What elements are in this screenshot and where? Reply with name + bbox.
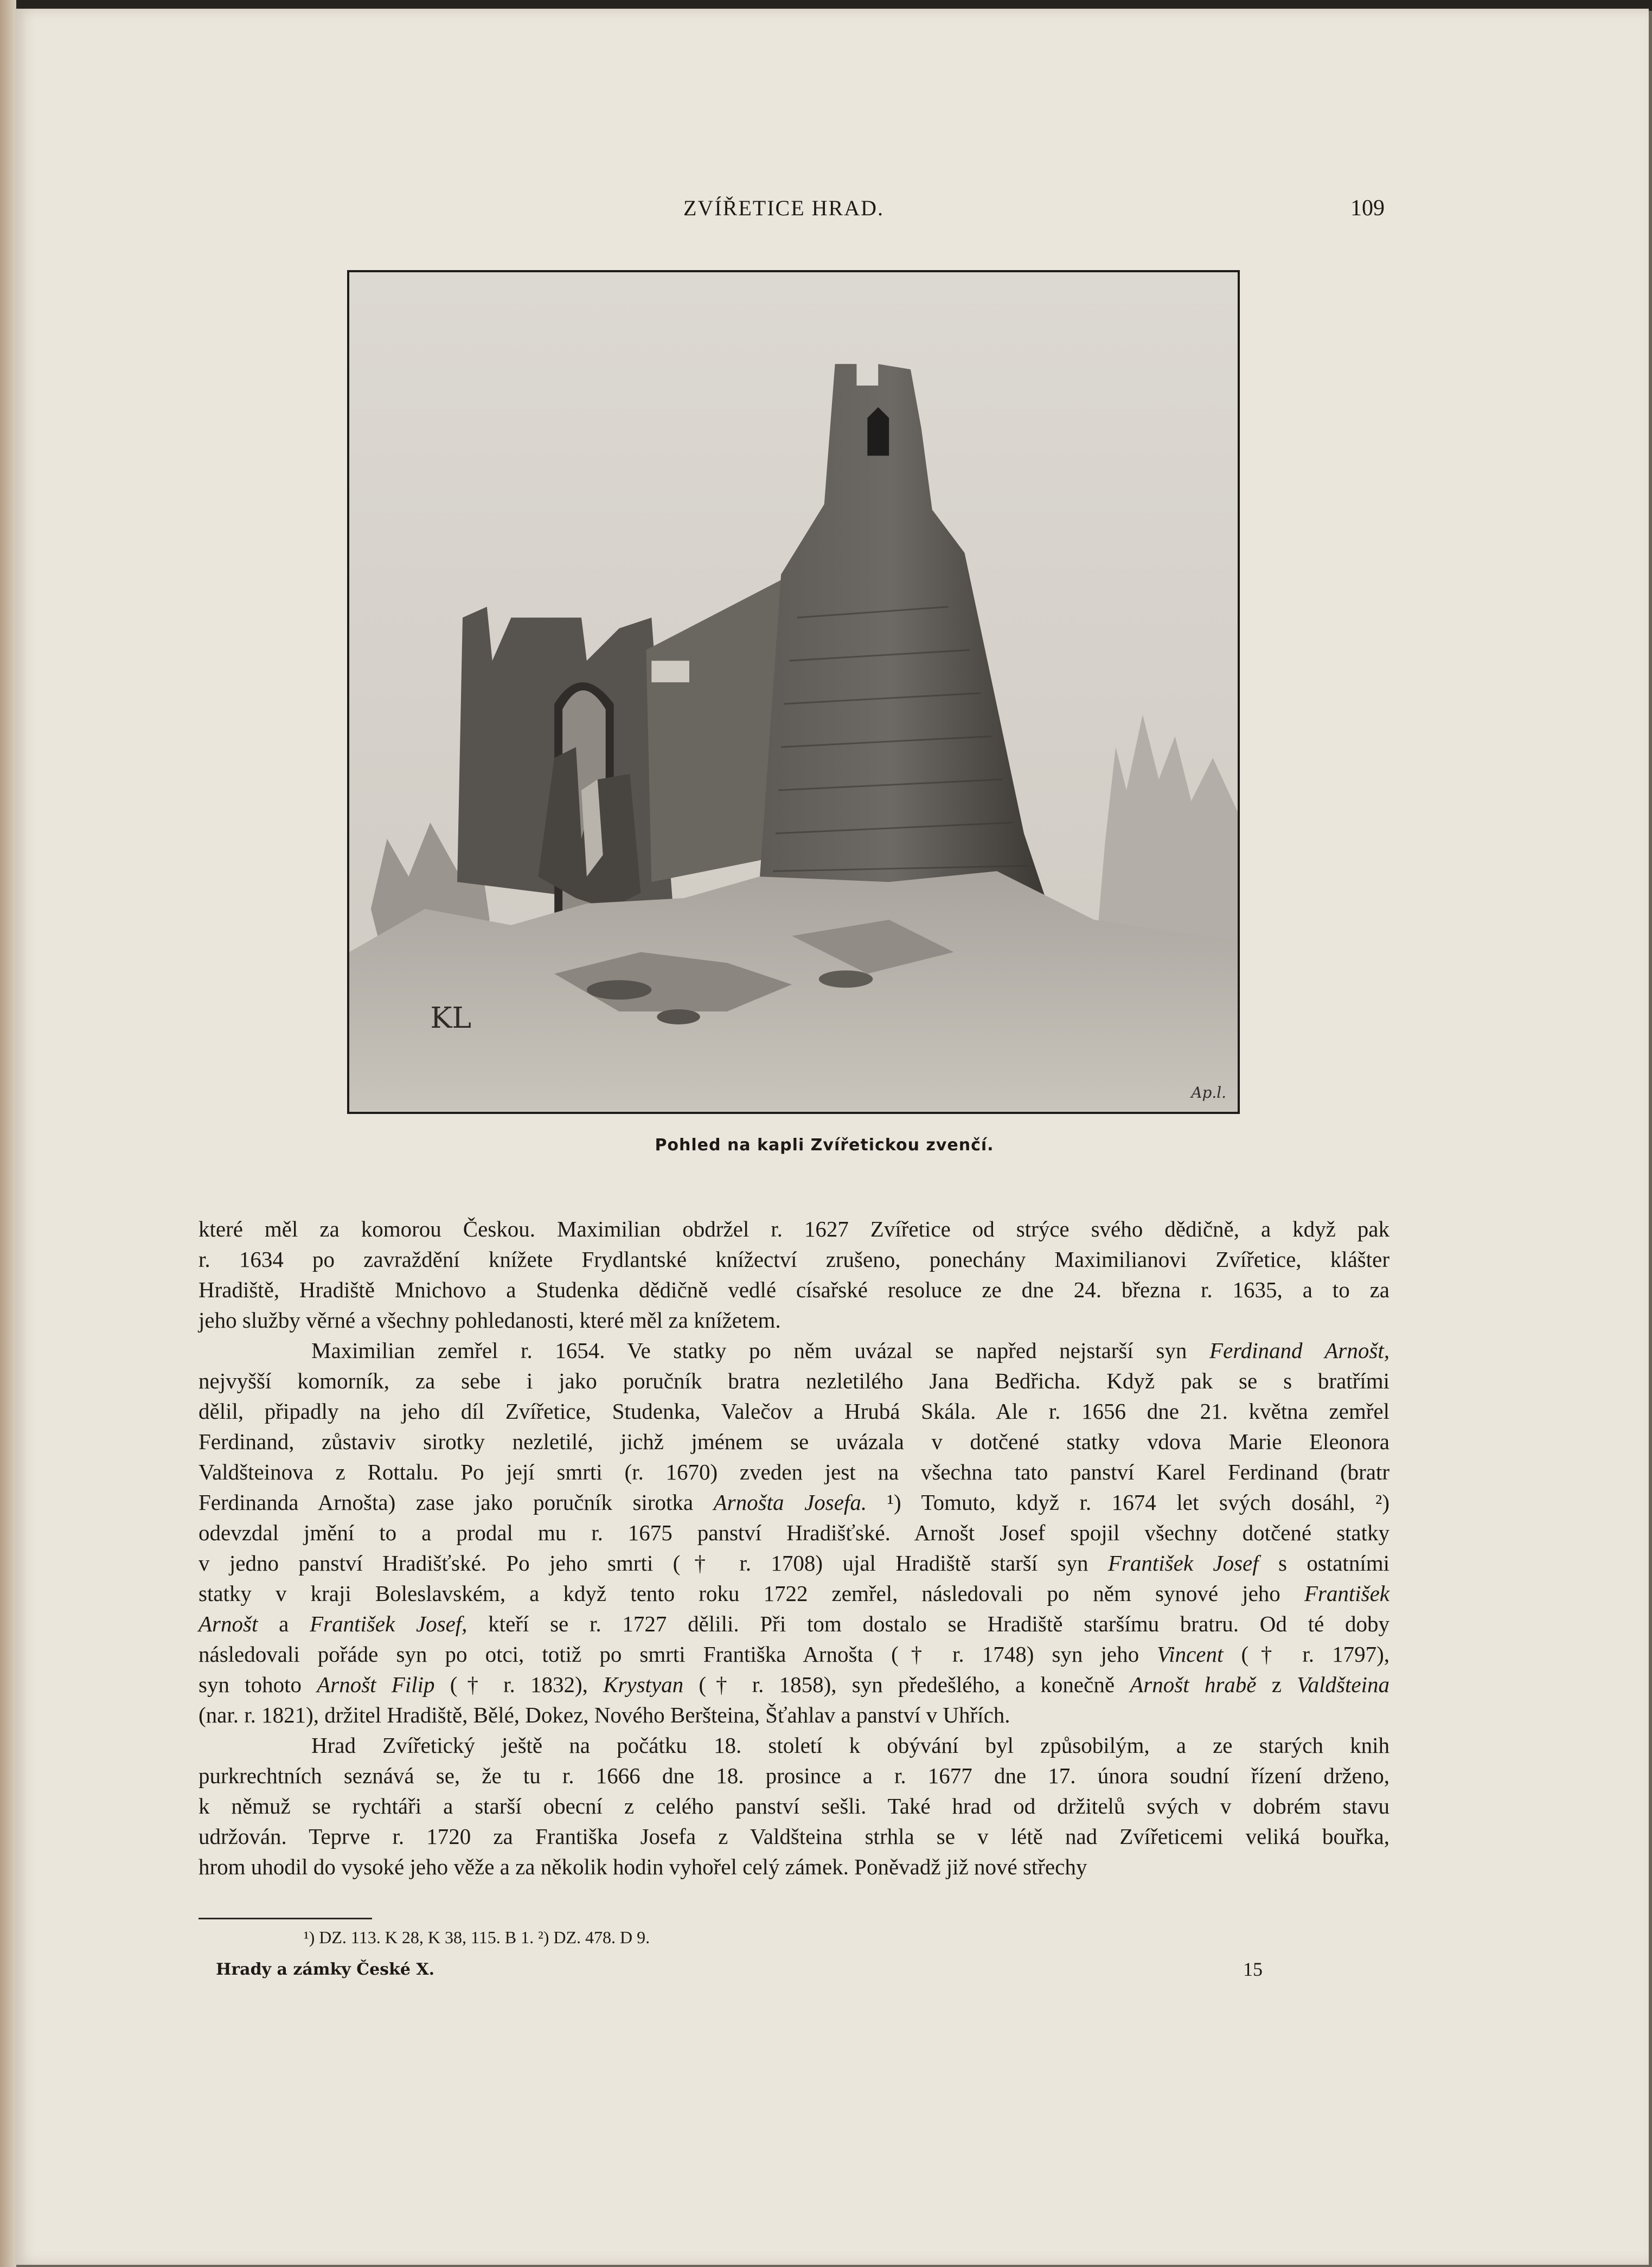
italic-name: Arnošt hrabě [1130, 1672, 1257, 1697]
text-run: k němuž se rychtáři a starší obecní z celého panství sešli. Také hrad od držitelů svých v dobrém stavu [199, 1794, 1390, 1818]
text-run: purkrechtních seznává se, že tu r. 1666 dne 18. prosince a r. 1677 dne 17. února soudní řízení drženo, [199, 1763, 1390, 1788]
text-line [199, 1426, 1390, 1457]
italic-name: Vincent [1157, 1642, 1224, 1667]
text-line [199, 1639, 1390, 1669]
text-line [199, 1305, 1390, 1335]
text-line [199, 1457, 1390, 1487]
text-run: dělil, připadly na jeho díl Zvířetice, Studenka, Valečov a Hrubá Skála. Ale r. 1656 dne 21. května zemřel [199, 1399, 1390, 1424]
text-run: hrom uhodil do vysoké jeho věže a za několik hodin vyhořel celý zámek. Poněvadž již nové střechy [199, 1854, 1087, 1879]
text-run: Maximilian zemřel r. 1654. Ve statky po něm uvázal se napřed nejstarší syn [311, 1338, 1209, 1363]
text-line [199, 1396, 1390, 1426]
text-line [199, 1669, 1390, 1700]
text-line [199, 1791, 1390, 1821]
italic-name: Arnošt [199, 1611, 258, 1636]
text-run: v jedno panství Hradišťské. Po jeho smrti († r. 1708) ujal Hradiště starší syn [199, 1551, 1108, 1576]
text-line [199, 1609, 1390, 1639]
text-line [199, 1214, 1390, 1244]
text-run: syn tohoto [199, 1672, 317, 1697]
italic-name: Valdšteina [1297, 1672, 1390, 1697]
running-title: ZVÍŘETICE HRAD. [683, 196, 884, 220]
text-run: jeho služby věrné a všechny pohledanosti, které měl za knížetem. [199, 1308, 781, 1333]
text-run: které měl za komorou Českou. Maximilian obdržel r. 1627 Zvířetice od strýce svého dědičně, a když pak [199, 1216, 1390, 1241]
text-run: Ferdinand, zůstaviv sirotky nezletilé, jichž jménem se uvázala v dotčené statky vdova Marie Eleonora [199, 1429, 1390, 1454]
text-line [199, 1487, 1390, 1517]
castle-ruin-drawing [349, 272, 1238, 1112]
footnotes: ¹) DZ. 113. K 28, K 38, 115. B 1. ²) DZ. 478. D 9. [304, 1927, 650, 1947]
castle-ruin-illustration [347, 270, 1240, 1114]
text-run: následovali pořáde syn po otci, totiž po smrti Františka Arnošta († r. 1748) syn jeho [199, 1642, 1157, 1667]
text-line [199, 1852, 1390, 1882]
book-spine-edge [0, 0, 16, 2267]
italic-name: Krystyan [603, 1672, 684, 1697]
engraver-mark: Ap.l. [1191, 1084, 1226, 1102]
italic-name: Arnošta Josefa. [713, 1490, 867, 1515]
body-text [199, 1214, 1390, 1882]
text-run: s ostatními [1258, 1551, 1390, 1576]
text-line [199, 1275, 1390, 1305]
book-title-footer: Hrady a zámky České X. [216, 1960, 435, 1979]
text-run: statky v kraji Boleslavském, a když tento roku 1722 zemřel, následovali po něm synové jeho [199, 1581, 1304, 1606]
text-line [199, 1366, 1390, 1396]
text-run: (nar. r. 1821), držitel Hradiště, Bělé, Dokez, Nového Beršteina, Šťahlav a panství v Uhřích. [199, 1702, 1010, 1727]
text-line [199, 1244, 1390, 1275]
text-run: († r. 1797), [1223, 1642, 1390, 1667]
text-run: († r. 1858), syn předešlého, a konečně [683, 1672, 1130, 1697]
text-run: udržován. Teprve r. 1720 za Františka Josefa z Valdšteina strhla se v létě nad Zvířeticemi veliká bouřka, [199, 1824, 1390, 1849]
footnote-divider [199, 1918, 372, 1919]
text-run: z [1256, 1672, 1297, 1697]
page-number: 109 [1350, 196, 1385, 221]
text-run: ¹) Tomuto, když r. 1674 let svých dosáhl, ²) [867, 1490, 1390, 1515]
text-line [199, 1548, 1390, 1578]
text-line [199, 1578, 1390, 1609]
figure-caption: Pohled na kapli Zvířetickou zvenčí. [655, 1136, 994, 1155]
text-run: Ferdinanda Arnošta) zase jako poručník sirotka [199, 1490, 714, 1515]
italic-name: František Josef, [310, 1611, 468, 1636]
italic-name: František Josef [1107, 1551, 1259, 1576]
artist-monogram: KL [430, 1000, 472, 1035]
text-line [199, 1760, 1390, 1791]
text-run: Hrad Zvířetický ještě na počátku 18. století k obývání byl způsobilým, a ze starých knih [311, 1733, 1390, 1758]
text-run: († r. 1832), [434, 1672, 604, 1697]
text-line [199, 1335, 1390, 1366]
text-run: r. 1634 po zavraždění knížete Frydlantské knížectví zrušeno, ponechány Maximilianovi Zvířetice, klášter [199, 1247, 1390, 1272]
italic-name: Arnošt Filip [317, 1672, 435, 1697]
signature-mark: 15 [1243, 1958, 1263, 1980]
text-run: kteří se r. 1727 dělili. Při tom dostalo se Hradiště staršímu bratru. Od té doby [467, 1611, 1390, 1636]
text-run: odevzdal jmění to a prodal mu r. 1675 panství Hradišťské. Arnošt Josef spojil všechny dotčené statky [199, 1520, 1390, 1545]
text-run: nejvyšší komorník, za sebe i jako poručník bratra nezletilého Jana Bedřicha. Když pak se s bratřími [199, 1368, 1390, 1393]
text-run: Hradiště, Hradiště Mnichovo a Studenka dědičně vedlé císařské resoluce ze dne 24. března r. 1635, a to za [199, 1277, 1390, 1302]
italic-name: František [1304, 1581, 1390, 1606]
text-run: Valdšteinova z Rottalu. Po její smrti (r. 1670) zveden jest na všechna tato panství Karel Ferdinand (bratr [199, 1459, 1390, 1484]
italic-name: Ferdinand Arnošt, [1209, 1338, 1390, 1363]
text-run: a [258, 1611, 310, 1636]
text-line [199, 1821, 1390, 1852]
text-line [199, 1517, 1390, 1548]
text-line [199, 1700, 1390, 1730]
text-line [199, 1730, 1390, 1760]
